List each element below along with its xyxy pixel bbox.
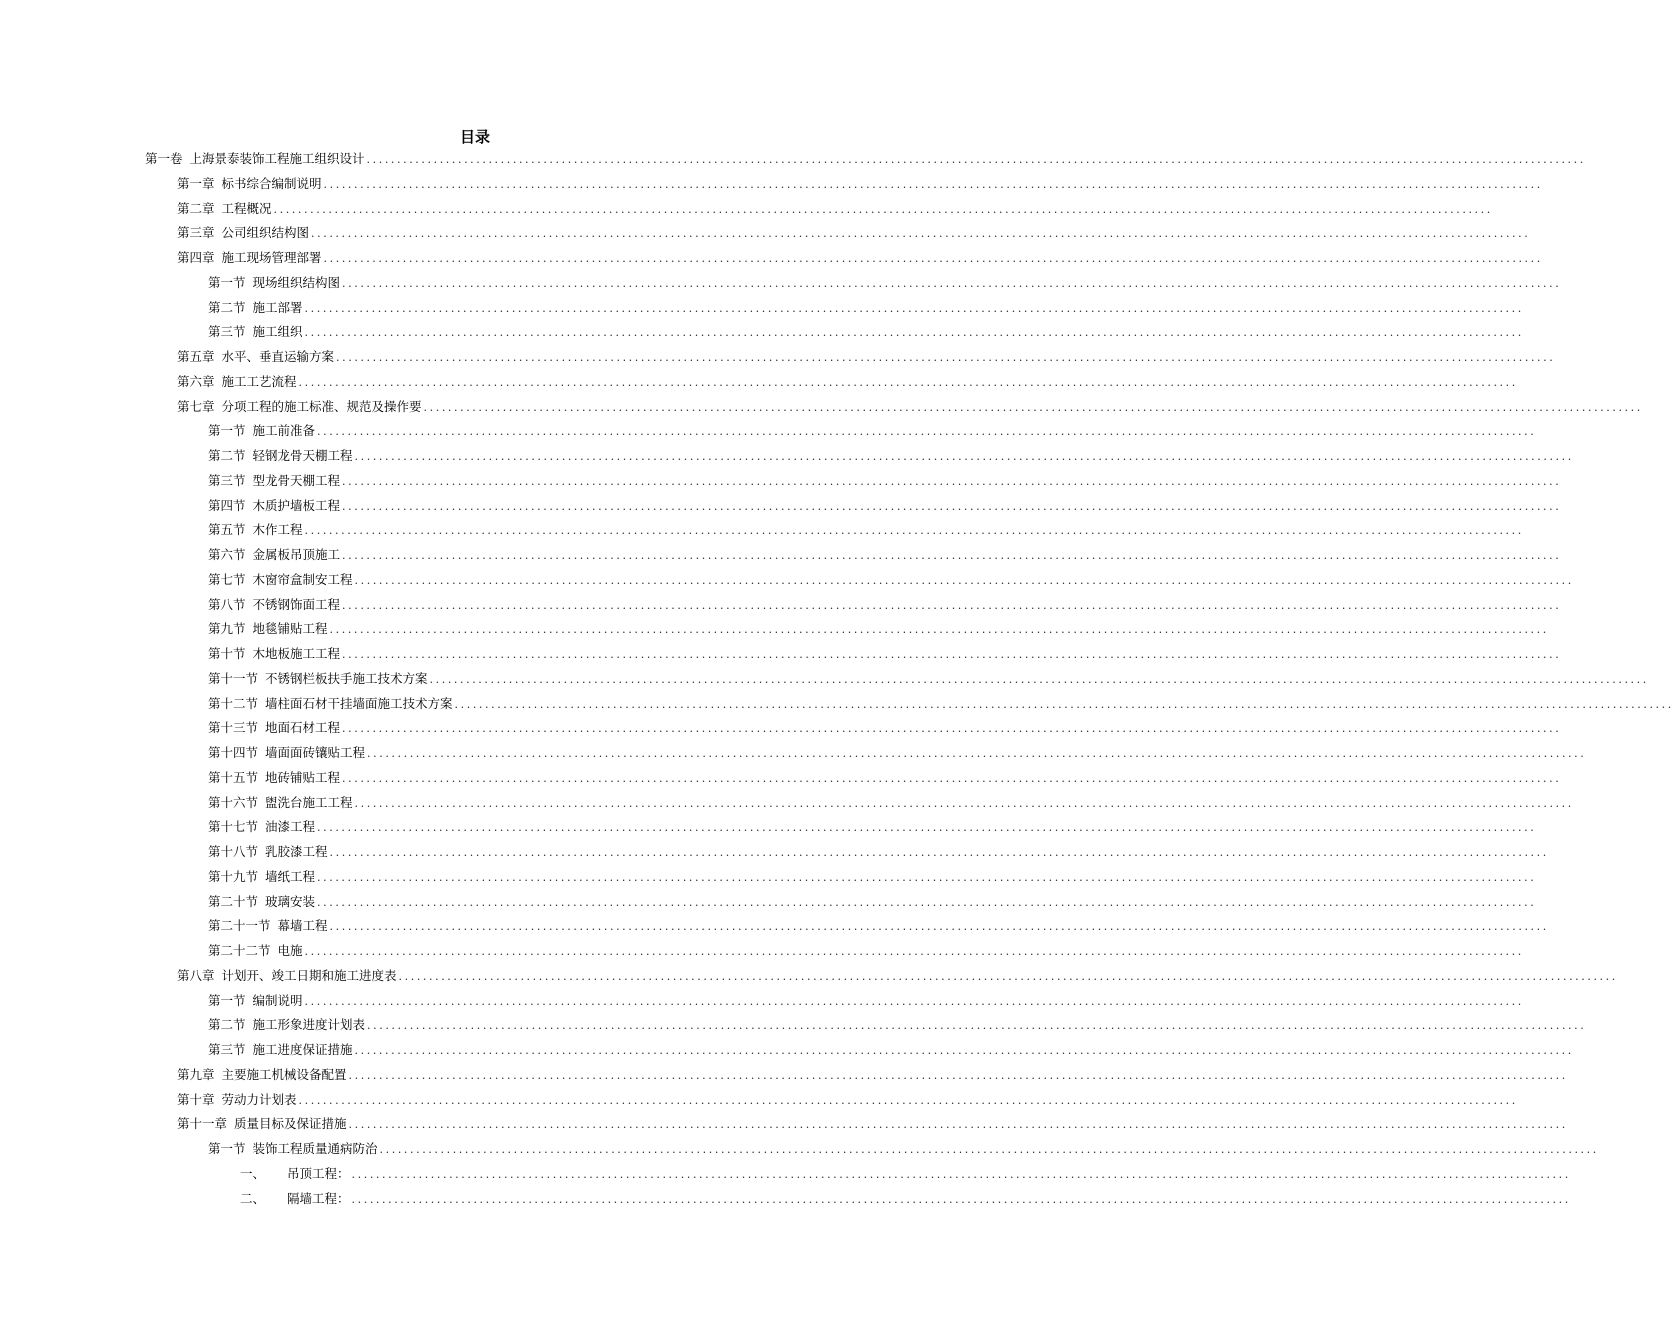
toc-dot-leader: ........................................................................................................................................................................................................ <box>342 771 1562 785</box>
toc-entry-title: 装饰工程质量通病防治 <box>252 1141 378 1156</box>
toc-entry[interactable] <box>208 793 1574 813</box>
toc-entry-number: 第十三节 <box>208 720 259 736</box>
toc-entry[interactable] <box>177 347 1556 367</box>
toc-dot-leader: ........................................................................................................................................................................................................ <box>342 598 1562 612</box>
toc-entry-title: 主要施工机械设备配置 <box>221 1066 347 1082</box>
toc-entry-number: 第一节 <box>208 992 246 1008</box>
toc-entry-number: 第九章 <box>177 1066 215 1082</box>
toc-dot-leader: ........................................................................................................................................................................................................ <box>348 1068 1568 1082</box>
toc-entry-title: 编制说明 <box>252 992 303 1008</box>
toc-entry-number: 第九节 <box>208 621 246 637</box>
toc-entry[interactable] <box>177 1090 1518 1110</box>
toc-entry[interactable] <box>208 644 1562 664</box>
toc-entry-title: 施工工艺流程 <box>221 373 297 389</box>
toc-entry[interactable] <box>240 1189 1571 1209</box>
toc-entry-number: 第一节 <box>208 274 246 290</box>
toc-entry[interactable] <box>208 421 1537 441</box>
toc-entry-number: 二、 <box>240 1190 266 1206</box>
toc-entry-title: 油漆工程 <box>265 819 316 835</box>
toc-entry-title: 金属板吊顶施工 <box>252 547 341 562</box>
toc-entry-number: 第十八节 <box>208 844 259 859</box>
toc-entry-number: 第二节 <box>208 448 246 463</box>
toc-dot-leader: ........................................................................................................................................................................................................ <box>351 1167 1571 1181</box>
toc-entry-number: 第十一节 <box>208 670 259 686</box>
toc-entry-title: 木质护墙板工程 <box>252 497 341 513</box>
toc-entry-title: 轻钢龙骨天棚工程 <box>252 448 353 463</box>
toc-entry-title: 不锈钢饰面工程 <box>252 596 341 612</box>
toc-entry-number: 第四章 <box>177 250 215 265</box>
toc-dot-leader: ........................................................................................................................................................................................................ <box>304 994 1524 1008</box>
toc-entry[interactable] <box>208 273 1562 293</box>
toc-dot-leader: ........................................................................................................................................................................................................ <box>311 227 1531 241</box>
toc-entry[interactable] <box>177 372 1518 392</box>
toc-entry[interactable] <box>177 1114 1568 1134</box>
toc-entry-title: 分项工程的施工标准、规范及操作要 <box>221 398 422 414</box>
toc-entry-number: 第四节 <box>208 497 246 513</box>
toc-dot-leader: ........................................................................................................................................................................................................ <box>366 153 1586 166</box>
toc-entry[interactable] <box>208 446 1574 466</box>
toc-dot-leader: ........................................................................................................................................................................................................ <box>329 846 1549 859</box>
toc-entry-title: 劳动力计划表 <box>221 1091 297 1107</box>
toc-dot-leader: ........................................................................................................................................................................................................ <box>354 1044 1574 1057</box>
toc-dot-leader: ........................................................................................................................................................................................................ <box>354 796 1574 810</box>
toc-entry-title: 墙面面砖镶贴工程 <box>265 745 366 760</box>
toc-dot-leader: ........................................................................................................................................................................................................ <box>304 326 1524 340</box>
toc-dot-leader: ........................................................................................................................................................................................................ <box>336 351 1556 364</box>
toc-dot-leader: ........................................................................................................................................................................................................ <box>298 1093 1518 1107</box>
toc-dot-leader: ........................................................................................................................................................................................................ <box>379 1143 1599 1156</box>
toc-entry-title: 吊顶工程： <box>287 1165 350 1181</box>
toc-entry-number: 第十四节 <box>208 745 259 760</box>
toc-entry[interactable] <box>177 248 1543 268</box>
toc-entry[interactable] <box>208 595 1562 615</box>
toc-entry[interactable] <box>208 991 1524 1011</box>
toc-dot-leader: ........................................................................................................................................................................................................ <box>367 747 1587 760</box>
toc-entry-number: 第二十节 <box>208 893 259 909</box>
toc-entry-title: 墙柱面石材干挂墙面施工技术方案 <box>265 695 453 711</box>
toc-entry-number: 第二十二节 <box>208 943 271 958</box>
toc-entry[interactable] <box>240 1164 1571 1184</box>
toc-entry-title: 盥洗台施工工程 <box>265 794 353 810</box>
toc-dot-leader: ........................................................................................................................................................................................................ <box>304 945 1524 958</box>
toc-entry-title: 上海景泰装饰工程施工组织设计 <box>189 151 365 166</box>
toc-entry[interactable] <box>208 768 1562 788</box>
toc-dot-leader: ........................................................................................................................................................................................................ <box>342 474 1562 488</box>
toc-entry[interactable] <box>208 1139 1599 1159</box>
toc-dot-leader: ........................................................................................................................................................................................................ <box>351 1192 1571 1206</box>
toc-entry-title: 计划开、竣工日期和施工进度表 <box>221 967 397 983</box>
toc-dot-leader: ........................................................................................................................................................................................................ <box>454 697 1674 711</box>
toc-entry-number: 第六节 <box>208 547 246 562</box>
toc-entry[interactable] <box>208 1015 1587 1035</box>
toc-entry[interactable] <box>177 397 1643 417</box>
toc-entry-title: 标书综合编制说明 <box>221 175 322 191</box>
toc-entry[interactable] <box>208 743 1587 763</box>
toc-entry-number: 第十节 <box>208 646 246 661</box>
toc-entry[interactable] <box>177 1065 1568 1085</box>
toc-entry-title: 电施 <box>277 943 303 958</box>
toc-entry-title: 墙纸工程 <box>265 868 316 884</box>
toc-dot-leader: ........................................................................................................................................................................................................ <box>342 722 1562 736</box>
toc-entry-title: 施工前准备 <box>252 423 316 439</box>
toc-entry-number: 一、 <box>240 1165 266 1181</box>
toc-entry[interactable] <box>208 817 1537 837</box>
toc-entry-title: 地砖铺贴工程 <box>265 769 341 785</box>
toc-dot-leader: ........................................................................................................................................................................................................ <box>298 375 1518 389</box>
toc-entry-number: 第三节 <box>208 324 246 340</box>
toc-entry[interactable] <box>177 966 1618 986</box>
toc-entry-title: 施工形象进度计划表 <box>252 1017 366 1033</box>
toc-entry-number: 第二节 <box>208 1017 246 1033</box>
toc-entry-number: 第一节 <box>208 423 246 439</box>
toc-entry-number: 第十六节 <box>208 794 259 810</box>
toc-entry-title: 公司组织结构图 <box>221 225 310 241</box>
toc-entry-number: 第十二节 <box>208 695 259 711</box>
toc-entry-number: 第十九节 <box>208 868 259 884</box>
toc-entry[interactable] <box>208 867 1537 887</box>
toc-entry-title: 地面石材工程 <box>265 720 341 736</box>
toc-dot-leader: ........................................................................................................................................................................................................ <box>348 1118 1568 1132</box>
toc-dot-leader: ........................................................................................................................................................................................................ <box>323 252 1543 265</box>
toc-entry-number: 第七节 <box>208 571 246 587</box>
toc-dot-leader: ........................................................................................................................................................................................................ <box>273 202 1493 216</box>
toc-entry[interactable] <box>208 298 1524 318</box>
toc-dot-leader: ........................................................................................................................................................................................................ <box>317 821 1537 835</box>
toc-entry-number: 第三节 <box>208 1042 246 1057</box>
toc-entry[interactable] <box>208 669 1649 689</box>
toc-entry-title: 不锈钢栏板扶手施工技术方案 <box>265 670 428 686</box>
toc-dot-leader: ........................................................................................................................................................................................................ <box>317 895 1537 909</box>
toc-entry-number: 第三节 <box>208 472 246 488</box>
toc-entry[interactable] <box>208 916 1549 936</box>
toc-entry-number: 第二章 <box>177 200 215 216</box>
toc-entry-number: 第十章 <box>177 1091 215 1107</box>
toc-entry-title: 施工部署 <box>252 299 303 315</box>
toc-entry[interactable] <box>177 199 1493 219</box>
toc-entry[interactable] <box>208 892 1537 912</box>
toc-entry[interactable] <box>208 941 1524 961</box>
toc-dot-leader: ........................................................................................................................................................................................................ <box>354 450 1574 463</box>
toc-entry-title: 木地板施工工程 <box>252 646 341 661</box>
toc-entry-title: 施工组织 <box>252 324 303 340</box>
toc-entry[interactable] <box>208 545 1562 565</box>
toc-entry-number: 第七章 <box>177 398 215 414</box>
toc-dot-leader: ........................................................................................................................................................................................................ <box>429 672 1649 686</box>
toc-entry-title: 工程概况 <box>221 200 272 216</box>
toc-entry-number: 第一节 <box>208 1141 246 1156</box>
toc-entry-number: 第二节 <box>208 299 246 315</box>
toc-entry-title: 玻璃安装 <box>265 893 316 909</box>
toc-dot-leader: ........................................................................................................................................................................................................ <box>304 524 1524 538</box>
toc-entry[interactable] <box>208 471 1562 491</box>
toc-entry-number: 第一章 <box>177 175 215 191</box>
toc-dot-leader: ........................................................................................................................................................................................................ <box>304 301 1524 315</box>
toc-entry-number: 第二十一节 <box>208 918 271 934</box>
toc-dot-leader: ........................................................................................................................................................................................................ <box>342 499 1562 513</box>
toc-dot-leader: ........................................................................................................................................................................................................ <box>329 920 1549 934</box>
toc-entry[interactable] <box>208 520 1524 540</box>
toc-entry[interactable] <box>208 496 1562 516</box>
toc-entry-number: 第六章 <box>177 373 215 389</box>
toc-entry-title: 木窗帘盒制安工程 <box>252 571 353 587</box>
toc-entry-title: 型龙骨天棚工程 <box>252 472 341 488</box>
toc-dot-leader: ........................................................................................................................................................................................................ <box>317 870 1537 884</box>
toc-entry-number: 第一卷 <box>145 151 183 166</box>
toc-entry[interactable] <box>208 322 1524 342</box>
toc-entry-number: 第八章 <box>177 967 215 983</box>
toc-entry-title: 乳胶漆工程 <box>265 844 328 859</box>
toc-entry[interactable] <box>208 694 1674 714</box>
toc-entry[interactable] <box>177 223 1531 243</box>
toc-entry[interactable] <box>208 570 1574 590</box>
toc-entry-title: 地毯铺贴工程 <box>252 621 328 637</box>
toc-dot-leader: ........................................................................................................................................................................................................ <box>367 1019 1587 1033</box>
toc-entry-title: 木作工程 <box>252 522 303 538</box>
toc-entry-title: 水平、垂直运输方案 <box>221 349 335 364</box>
toc-entry[interactable] <box>145 149 1586 169</box>
toc-entry-number: 第十一章 <box>177 1116 228 1132</box>
toc-entry[interactable] <box>208 718 1562 738</box>
toc-entry[interactable] <box>177 174 1543 194</box>
toc-dot-leader: ........................................................................................................................................................................................................ <box>329 623 1549 637</box>
toc-dot-leader: ........................................................................................................................................................................................................ <box>342 549 1562 562</box>
toc-entry-number: 第三章 <box>177 225 215 241</box>
toc-entry-number: 第五章 <box>177 349 215 364</box>
toc-dot-leader: ........................................................................................................................................................................................................ <box>354 573 1574 587</box>
toc-dot-leader: ........................................................................................................................................................................................................ <box>323 177 1543 191</box>
toc-entry-title: 施工现场管理部署 <box>221 250 322 265</box>
toc-entry[interactable] <box>208 619 1549 639</box>
toc-entry-number: 第十七节 <box>208 819 259 835</box>
page-title: 目录 <box>459 128 490 146</box>
toc-entry[interactable] <box>208 842 1549 862</box>
toc-entry-title: 施工进度保证措施 <box>252 1042 353 1057</box>
toc-entry-number: 第十五节 <box>208 769 259 785</box>
toc-dot-leader: ........................................................................................................................................................................................................ <box>342 276 1562 290</box>
toc-entry-title: 幕墙工程 <box>277 918 328 934</box>
toc-entry-number: 第八节 <box>208 596 246 612</box>
toc-dot-leader: ........................................................................................................................................................................................................ <box>423 400 1643 414</box>
toc-dot-leader: ........................................................................................................................................................................................................ <box>317 425 1537 439</box>
toc-entry-title: 现场组织结构图 <box>252 274 341 290</box>
toc-entry-title: 隔墙工程： <box>287 1190 350 1206</box>
toc-entry-number: 第五节 <box>208 522 246 538</box>
toc-dot-leader: ........................................................................................................................................................................................................ <box>342 648 1562 661</box>
toc-dot-leader: ........................................................................................................................................................................................................ <box>398 969 1618 983</box>
toc-entry-title: 质量目标及保证措施 <box>234 1116 347 1132</box>
toc-entry[interactable] <box>208 1040 1574 1060</box>
